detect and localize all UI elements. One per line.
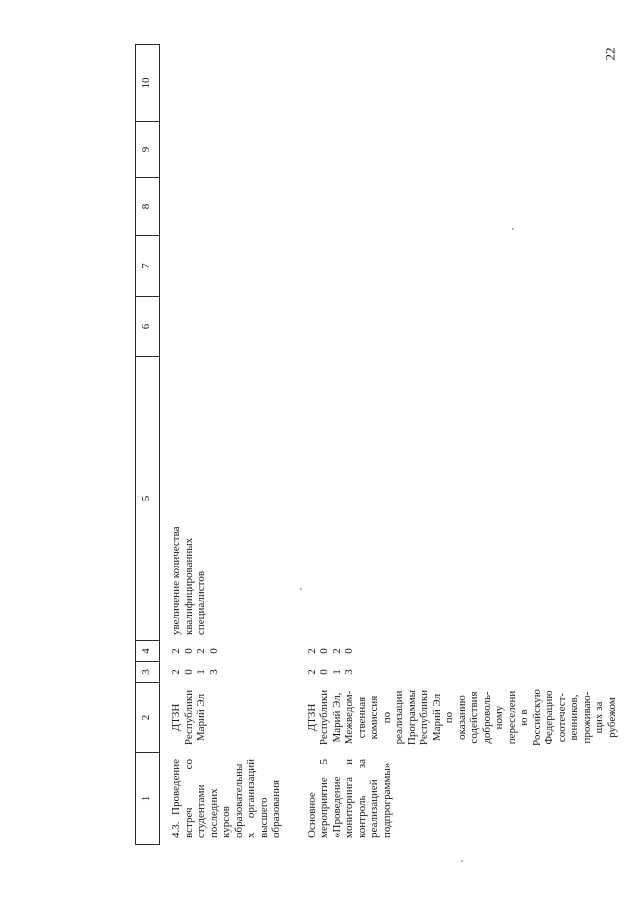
column-header-10: 10 [136, 45, 160, 122]
table-header [136, 45, 160, 845]
column-header-4: 4 [136, 641, 160, 662]
executor-cell: ДТЗН Республики Марий Эл, Межведом-ственная комиссия по реализации Программы Республики Марий Эл по оказанию содействия доброволь-ному переселению в Российскую Федерацию соотечест-венников, проживаю-щих за рубежом [305, 689, 618, 746]
start-year-cell: 2013 [305, 669, 355, 675]
column-header-6: 6 [136, 297, 160, 357]
program-table [135, 44, 621, 845]
table-row [160, 45, 286, 845]
cell-col-8 [160, 178, 286, 236]
scan-speck [512, 228, 514, 230]
cell-col-9 [302, 122, 622, 178]
cell-col-10 [302, 45, 622, 122]
column-header-8: 8 [136, 178, 160, 236]
table-body [160, 45, 622, 845]
column-header-9: 9 [136, 122, 160, 178]
table-row [302, 45, 622, 845]
cell-col-10 [160, 45, 286, 122]
header-row [136, 45, 160, 845]
cell-col-8 [302, 178, 622, 236]
scan-speck [461, 860, 463, 862]
activity-name-cell: 4.3. Проведение встреч со студентами последних курсов образовательных организаций высшего образования [170, 759, 282, 838]
page-number: 22 [602, 47, 618, 61]
cell-col-6 [160, 297, 286, 357]
scan-speck [300, 588, 302, 590]
column-header-3: 3 [136, 662, 160, 683]
cell-col-7 [302, 236, 622, 297]
expected-result-cell [302, 357, 622, 641]
expected-result-cell: увеличение количества квалифицированных специалистов [170, 526, 207, 635]
column-header-1: 1 [136, 753, 160, 845]
start-year-cell: 2013 [170, 669, 220, 675]
column-header-2: 2 [136, 683, 160, 753]
cell-col-9 [160, 122, 286, 178]
activity-name-cell: Основное мероприятие 5 «Проведение мониторинга и контроль за реализацией подпрограммы» [305, 759, 393, 838]
column-header-5: 5 [136, 357, 160, 641]
end-year-cell: 2020 [305, 648, 355, 654]
row-spacer [286, 45, 302, 845]
cell-col-7 [160, 236, 286, 297]
cell-col-6 [302, 297, 622, 357]
column-header-7: 7 [136, 236, 160, 297]
executor-cell: ДТЗН Республики Марий Эл [170, 689, 207, 746]
end-year-cell: 2020 [170, 648, 220, 654]
